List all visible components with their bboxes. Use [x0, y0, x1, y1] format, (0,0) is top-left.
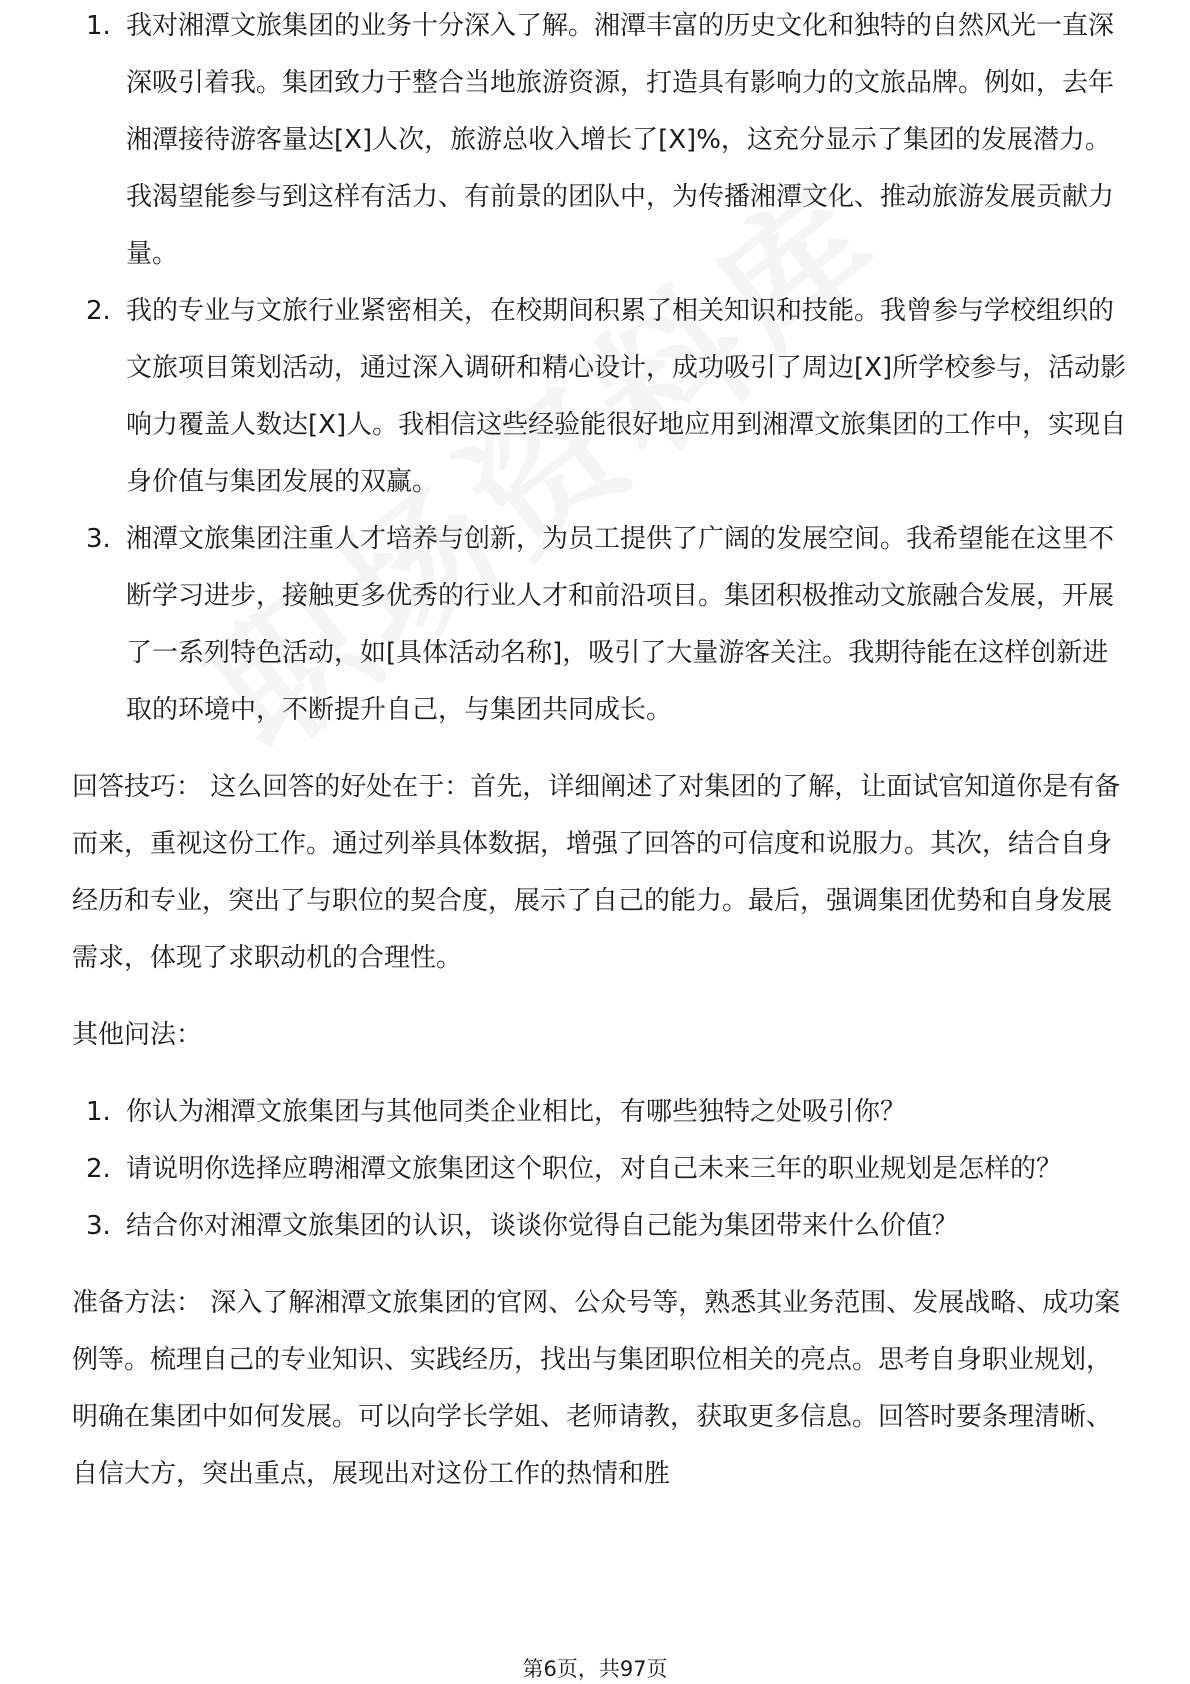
page-content	[72, 11, 1132, 1503]
preparation-method: 准备方法： 深入了解湘潭文旅集团的官网、公众号等，熟悉其业务范围、发展战略、成功案例等。梳理自己的专业知识、实践经历，找出与集团职位相关的亮点。思考自身职业规划，明确在集团中如何发展。可以向学长学姐、老师请教，获取更多信息。回答时要条理清晰、自信大方，突出重点，展现出对这份工作的热情和胜	[72, 1288, 1121, 1489]
list-number: 1.	[86, 1097, 111, 1127]
list-item-text: 湘潭文旅集团注重人才培养与创新，为员工提供了广阔的发展空间。我希望能在这里不断学习进步，接触更多优秀的行业人才和前沿项目。集团积极推动文旅融合发展，开展了一系列特色活动，如[具体活动名称]，吸引了大量游客关注。我期待能在这样创新进取的环境中，不断提升自己，与集团共同成长。	[126, 524, 1115, 725]
answer-tips: 回答技巧： 这么回答的好处在于：首先，详细阐述了对集团的了解，让面试官知道你是有备而来，重视这份工作。通过列举具体数据，增强了回答的可信度和说服力。其次，结合自身经历和专业，突出了与职位的契合度，展示了自己的能力。最后，强调集团优势和自身发展需求，体现了求职动机的合理性。	[72, 772, 1121, 973]
list-item	[72, 511, 1132, 739]
answer-list	[72, 0, 1132, 739]
list-number: 1.	[86, 11, 111, 41]
list-item-text: 结合你对湘潭文旅集团的认识，谈谈你觉得自己能为集团带来什么价值？	[126, 1211, 959, 1241]
list-item	[72, 1198, 1132, 1255]
other-questions-list	[72, 1084, 1132, 1255]
list-number: 3.	[86, 1211, 111, 1241]
list-item-text: 你认为湘潭文旅集团与其他同类企业相比，有哪些独特之处吸引你？	[126, 1097, 907, 1127]
list-item	[72, 283, 1132, 511]
other-questions-heading: 其他问法：	[72, 1020, 203, 1050]
list-item	[72, 1084, 1132, 1141]
list-item-text: 我对湘潭文旅集团的业务十分深入了解。湘潭丰富的历史文化和独特的自然风光一直深深吸引着我。集团致力于整合当地旅游资源，打造具有影响力的文旅品牌。例如，去年湘潭接待游客量达[X]人次，旅游总收入增长了[X]%，这充分显示了集团的发展潜力。我渴望能参与到这样有活力、有前景的团队中，为传播湘潭文化、推动旅游发展贡献力量。	[126, 11, 1115, 269]
list-number: 2.	[86, 296, 111, 326]
list-item	[72, 1141, 1132, 1198]
list-number: 3.	[86, 524, 111, 554]
list-item-text: 我的专业与文旅行业紧密相关，在校期间积累了相关知识和技能。我曾参与学校组织的文旅项目策划活动，通过深入调研和精心设计，成功吸引了周边[X]所学校参与，活动影响力覆盖人数达[X]人。我相信这些经验能很好地应用到湘潭文旅集团的工作中，实现自身价值与集团发展的双赢。	[126, 296, 1127, 497]
list-number: 2.	[86, 1154, 111, 1184]
page-number-footer: 第6页，共97页	[522, 1657, 668, 1681]
list-item	[72, 0, 1132, 283]
list-item-text: 请说明你选择应聘湘潭文旅集团这个职位，对自己未来三年的职业规划是怎样的？	[126, 1154, 1063, 1184]
